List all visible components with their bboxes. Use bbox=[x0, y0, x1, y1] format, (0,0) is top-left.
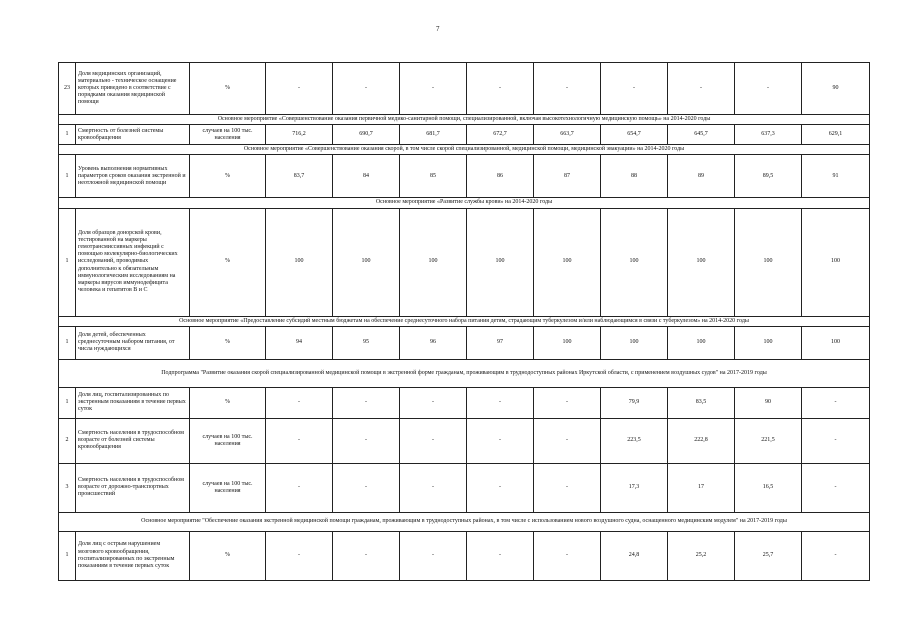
value-cell: 672,7 bbox=[467, 125, 534, 145]
indicator-name: Доля лиц с острым нарушением мозгового кровообращения, госпитализированных по экстренным показаниям в течение первых суток bbox=[76, 531, 190, 580]
value-cell: 17 bbox=[668, 463, 735, 512]
value-cell: - bbox=[400, 531, 467, 580]
row-number: 3 bbox=[59, 463, 76, 512]
value-cell: 25,7 bbox=[735, 531, 802, 580]
value-cell: 83,5 bbox=[668, 387, 735, 418]
section-heading: Основное мероприятие «Совершенствование оказания первичной медико-санитарной помощи, специализированной, включая высокотехнологичную медицинскую помощь» на 2014-2020 годы bbox=[59, 115, 870, 125]
value-cell: 100 bbox=[400, 208, 467, 316]
value-cell: 25,2 bbox=[668, 531, 735, 580]
value-cell: - bbox=[333, 63, 400, 115]
table-row bbox=[59, 208, 870, 316]
indicator-name: Доля образцов донорской крови, тестированной на маркеры гемотрансмиссивных инфекций с помощью молекулярно-биологических исследований, проводимых дополнительно к обязательным иммунологическим исследованиям на маркеры вирусов иммунодефицита человека и гепатитов В и С bbox=[76, 208, 190, 316]
value-cell: - bbox=[534, 463, 601, 512]
value-cell: 88 bbox=[601, 155, 668, 198]
value-cell: 100 bbox=[601, 208, 668, 316]
value-cell: - bbox=[333, 463, 400, 512]
value-cell: 716,2 bbox=[266, 125, 333, 145]
value-cell: 223,5 bbox=[601, 418, 668, 463]
table-row bbox=[59, 387, 870, 418]
section-row bbox=[59, 198, 870, 208]
section-heading: Основное мероприятие "Обеспечение оказания экстренной медицинской помощи гражданам, проживающим в труднодоступных районах, в том числе с использованием нового воздушного судна, оснащенного медицинским модулем" на 2017-2019 годы bbox=[59, 512, 870, 531]
table-row bbox=[59, 418, 870, 463]
row-number: 1 bbox=[59, 208, 76, 316]
unit-cell: случаев на 100 тыс. населения bbox=[190, 463, 266, 512]
value-cell: 100 bbox=[534, 326, 601, 359]
value-cell: 100 bbox=[467, 208, 534, 316]
table-row bbox=[59, 463, 870, 512]
section-heading: Подпрограмма "Развитие оказания скорой специализированной медицинской помощи в экстренной форме гражданам, проживающим в труднодоступных районах Иркутской области, с применением воздушных судов" на 2017-2019 годы bbox=[59, 359, 870, 387]
value-cell: - bbox=[467, 531, 534, 580]
value-cell: 690,7 bbox=[333, 125, 400, 145]
value-cell: - bbox=[333, 387, 400, 418]
value-cell: 100 bbox=[668, 326, 735, 359]
value-cell: - bbox=[266, 463, 333, 512]
value-cell: 645,7 bbox=[668, 125, 735, 145]
row-number: 1 bbox=[59, 531, 76, 580]
value-cell: - bbox=[802, 531, 870, 580]
value-cell: 94 bbox=[266, 326, 333, 359]
indicator-name: Доля лиц, госпитализированных по экстренным показаниям в течение первых суток bbox=[76, 387, 190, 418]
row-number: 1 bbox=[59, 326, 76, 359]
value-cell: 96 bbox=[400, 326, 467, 359]
row-number: 2 bbox=[59, 418, 76, 463]
section-row bbox=[59, 115, 870, 125]
row-number: 1 bbox=[59, 155, 76, 198]
value-cell: 629,1 bbox=[802, 125, 870, 145]
indicators-table bbox=[58, 62, 870, 581]
indicator-name: Доля детей, обеспеченных среднесуточным набором питания, от числа нуждающихся bbox=[76, 326, 190, 359]
value-cell: 97 bbox=[467, 326, 534, 359]
row-number: 23 bbox=[59, 63, 76, 115]
value-cell: - bbox=[534, 63, 601, 115]
value-cell: 86 bbox=[467, 155, 534, 198]
value-cell: - bbox=[534, 531, 601, 580]
value-cell: - bbox=[266, 387, 333, 418]
unit-cell: % bbox=[190, 531, 266, 580]
section-heading: Основное мероприятие «Развитие службы крови» на 2014-2020 годы bbox=[59, 198, 870, 208]
value-cell: - bbox=[400, 463, 467, 512]
value-cell: - bbox=[601, 63, 668, 115]
value-cell: 100 bbox=[534, 208, 601, 316]
section-heading: Основное мероприятие «Совершенствование оказания скорой, в том числе скорой специализированной, медицинской помощи, медицинской эвакуации» на 2014-2020 годы bbox=[59, 145, 870, 155]
unit-cell: % bbox=[190, 155, 266, 198]
value-cell: - bbox=[266, 418, 333, 463]
value-cell: 83,7 bbox=[266, 155, 333, 198]
row-number: 1 bbox=[59, 125, 76, 145]
value-cell: - bbox=[467, 387, 534, 418]
indicator-name: Смертность от болезней системы кровообращения bbox=[76, 125, 190, 145]
section-row bbox=[59, 316, 870, 326]
value-cell: 79,9 bbox=[601, 387, 668, 418]
value-cell: - bbox=[400, 418, 467, 463]
value-cell: 100 bbox=[668, 208, 735, 316]
value-cell: 637,3 bbox=[735, 125, 802, 145]
value-cell: 91 bbox=[802, 155, 870, 198]
value-cell: - bbox=[333, 531, 400, 580]
value-cell: - bbox=[467, 63, 534, 115]
unit-cell: случаев на 100 тыс. населения bbox=[190, 125, 266, 145]
value-cell: - bbox=[534, 418, 601, 463]
value-cell: 17,3 bbox=[601, 463, 668, 512]
value-cell: - bbox=[467, 418, 534, 463]
value-cell: - bbox=[534, 387, 601, 418]
value-cell: 100 bbox=[735, 208, 802, 316]
table-row bbox=[59, 125, 870, 145]
value-cell: 663,7 bbox=[534, 125, 601, 145]
value-cell: - bbox=[266, 531, 333, 580]
unit-cell: % bbox=[190, 387, 266, 418]
table-row bbox=[59, 531, 870, 580]
value-cell: - bbox=[735, 63, 802, 115]
value-cell: 654,7 bbox=[601, 125, 668, 145]
unit-cell: случаев на 100 тыс. населения bbox=[190, 418, 266, 463]
unit-cell: % bbox=[190, 208, 266, 316]
section-row bbox=[59, 359, 870, 387]
value-cell: - bbox=[668, 63, 735, 115]
value-cell: 100 bbox=[802, 326, 870, 359]
value-cell: 89 bbox=[668, 155, 735, 198]
indicator-name: Уровень выполнения нормативных параметров сроков оказания экстренной и неотложной медицинской помощи bbox=[76, 155, 190, 198]
value-cell: - bbox=[400, 63, 467, 115]
value-cell: 89,5 bbox=[735, 155, 802, 198]
value-cell: 87 bbox=[534, 155, 601, 198]
value-cell: 90 bbox=[802, 63, 870, 115]
value-cell: 24,8 bbox=[601, 531, 668, 580]
indicator-name: Смертность населения в трудоспособном возрасте от болезней системы кровообращения bbox=[76, 418, 190, 463]
value-cell: 681,7 bbox=[400, 125, 467, 145]
value-cell: - bbox=[266, 63, 333, 115]
section-row bbox=[59, 145, 870, 155]
value-cell: 16,5 bbox=[735, 463, 802, 512]
value-cell: - bbox=[333, 418, 400, 463]
table-row bbox=[59, 155, 870, 198]
value-cell: - bbox=[802, 418, 870, 463]
value-cell: 90 bbox=[735, 387, 802, 418]
page-number: 7 bbox=[436, 25, 440, 33]
value-cell: 100 bbox=[266, 208, 333, 316]
indicator-name: Смертность населения в трудоспособном возрасте от дорожно-транспортных происшествий bbox=[76, 463, 190, 512]
value-cell: 100 bbox=[735, 326, 802, 359]
value-cell: 222,8 bbox=[668, 418, 735, 463]
value-cell: 221,5 bbox=[735, 418, 802, 463]
value-cell: 84 bbox=[333, 155, 400, 198]
table-row bbox=[59, 63, 870, 115]
value-cell: - bbox=[467, 463, 534, 512]
row-number: 1 bbox=[59, 387, 76, 418]
unit-cell: % bbox=[190, 326, 266, 359]
section-heading: Основное мероприятие «Предоставление субсидий местным бюджетам на обеспечение среднесуточного набора питания детям, страдающим туберкулезом и/или наблюдающимся в связи с туберкулезом» на 2014-2020 годы bbox=[59, 316, 870, 326]
table-row bbox=[59, 326, 870, 359]
value-cell: 100 bbox=[802, 208, 870, 316]
value-cell: - bbox=[802, 387, 870, 418]
unit-cell: % bbox=[190, 63, 266, 115]
section-row bbox=[59, 512, 870, 531]
value-cell: 100 bbox=[333, 208, 400, 316]
value-cell: 85 bbox=[400, 155, 467, 198]
value-cell: - bbox=[802, 463, 870, 512]
value-cell: 100 bbox=[601, 326, 668, 359]
indicator-name: Доля медицинских организаций, материально - техническое оснащение которых приведено в соответствие с порядками оказания медицинской помощи bbox=[76, 63, 190, 115]
value-cell: - bbox=[400, 387, 467, 418]
value-cell: 95 bbox=[333, 326, 400, 359]
